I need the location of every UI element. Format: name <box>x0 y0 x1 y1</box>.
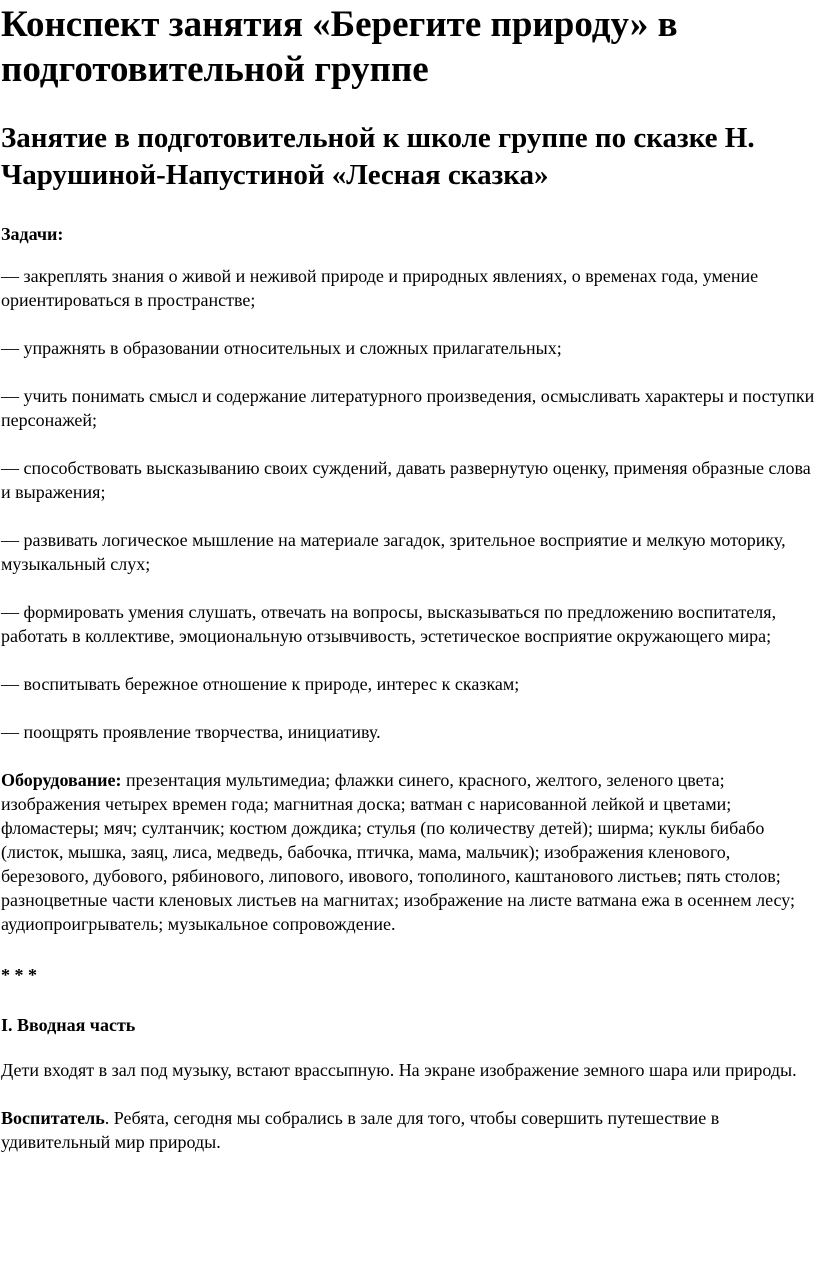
page-title: Конспект занятия «Берегите природу» в подготовительной группе <box>1 4 678 90</box>
tasks-label: Задачи: <box>1 224 64 244</box>
equipment-paragraph <box>1 768 816 936</box>
page-subtitle: Занятие в подготовительной к школе группе по сказке Н. Чарушиной-Напустиной «Лесная сказка» <box>1 122 755 191</box>
intro-paragraph: Дети входят в зал под музыку, встают врассыпную. На экране изображение земного шара или природы. <box>1 1060 797 1080</box>
task-item: — упражнять в образовании относительных и сложных прилагательных; <box>1 338 562 358</box>
equipment-text: презентация мультимедиа; флажки синего, красного, желтого, зеленого цвета; изображения четырех времен года; магнитная доска; ватман с нарисованной лейкой и цветами; фломастеры; мяч; султанчик; костюм дождика; стулья (по количеству детей); ширма; куклы бибабо (листок, мышка, заяц, лиса, медведь, бабочка, птичка, мама, мальчик); изображения кленового, березового, дубового, рябинового, липового, ивового, тополиного, каштанового листьев; пять столов; разноцветные части кленовых листьев на магнитах; изображение на листе ватмана ежа в осеннем лесу; аудиопроигрыватель; музыкальное сопровождение. <box>1 770 796 934</box>
teacher-text: . Ребята, сегодня мы собрались в зале для того, чтобы совершить путешествие в удивительный мир природы. <box>1 1108 720 1152</box>
task-item: — воспитывать бережное отношение к природе, интерес к сказкам; <box>1 674 520 694</box>
tasks-list <box>1 264 816 744</box>
teacher-paragraph <box>1 1106 816 1154</box>
task-item: — закреплять знания о живой и неживой природе и природных явлениях, о временах года, умение ориентироваться в пространстве; <box>1 266 759 310</box>
document-page <box>0 2 816 1262</box>
task-item: — способствовать высказыванию своих суждений, давать развернутую оценку, применяя образные слова и выражения; <box>1 458 811 502</box>
task-item: — развивать логическое мышление на материале загадок, зрительное восприятие и мелкую моторику, музыкальный слух; <box>1 530 786 574</box>
section-separator: * * * <box>1 965 37 985</box>
task-item: — учить понимать смысл и содержание литературного произведения, осмысливать характеры и поступки персонажей; <box>1 386 815 430</box>
section-title-intro: I. Вводная часть <box>1 1015 136 1035</box>
teacher-label: Воспитатель <box>1 1108 105 1128</box>
task-item: — поощрять проявление творчества, инициативу. <box>1 722 381 742</box>
equipment-label: Оборудование: <box>1 770 122 790</box>
task-item: — формировать умения слушать, отвечать на вопросы, высказываться по предложению воспитателя, работать в коллективе, эмоциональную отзывчивость, эстетическое восприятие окружающего мира; <box>1 602 777 646</box>
